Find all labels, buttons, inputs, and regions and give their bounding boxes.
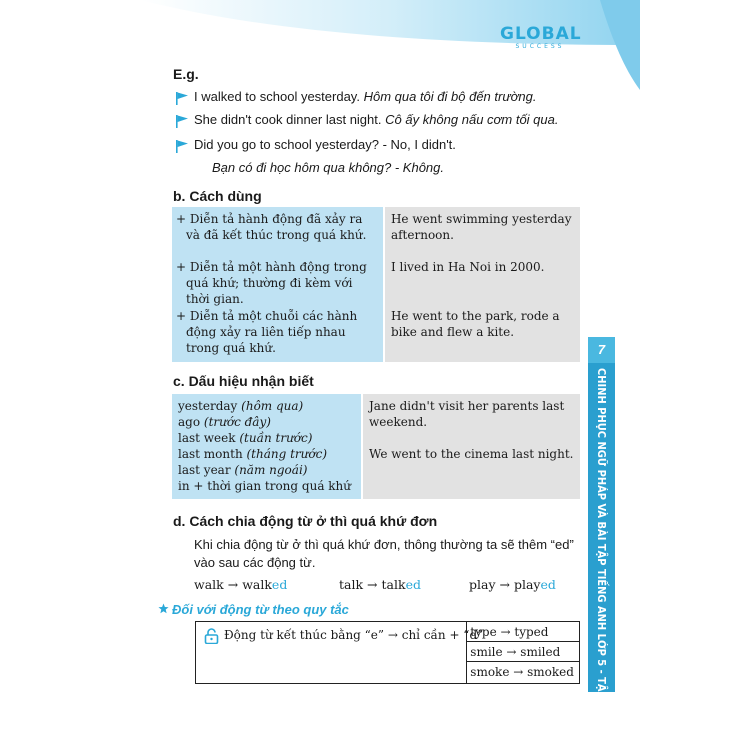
- signs-examples: [363, 394, 580, 499]
- verb-suffix: ed: [540, 577, 556, 592]
- usage-table: [172, 207, 580, 362]
- brand-main: GLOBAL: [500, 24, 582, 44]
- header-swoosh: [0, 0, 750, 90]
- unlock-icon: [204, 628, 219, 644]
- sign-vi: (hôm qua): [241, 399, 304, 413]
- flag-icon: [175, 114, 189, 128]
- sign-vi: (tháng trước): [246, 447, 328, 461]
- rule-examples: [467, 622, 579, 683]
- example-item: [194, 137, 456, 152]
- arrow-icon: →: [367, 577, 378, 592]
- example-vi: Cô ấy không nấu cơm tối qua.: [385, 112, 559, 127]
- example-vi: Hôm qua tôi đi bộ đến trường.: [363, 89, 537, 104]
- sign-en: last month: [178, 447, 243, 461]
- signs-list: [172, 394, 361, 499]
- sign-item: [178, 430, 355, 446]
- flag-icon: [175, 139, 189, 153]
- signs-title: c. Dấu hiệu nhận biết: [173, 373, 314, 389]
- brand-sub: SUCCESS: [515, 43, 565, 50]
- verb-stem: talk: [381, 577, 406, 592]
- sign-vi: (trước đây): [203, 415, 271, 429]
- usage-desc: + Diễn tả một chuỗi các hành động xảy ra liên tiếp nhau trong quá khứ.: [176, 309, 358, 355]
- example-item: [194, 112, 558, 127]
- usage-desc-column: [172, 207, 383, 362]
- verb-example: [194, 577, 287, 592]
- sign-en: ago: [178, 415, 201, 429]
- verb-suffix: ed: [271, 577, 288, 592]
- sign-item: [178, 398, 355, 414]
- rule-text: Động từ kết thúc bằng “e” → chỉ cần + “d”: [224, 628, 484, 642]
- book-title: CHINH PHỤC NGỮ PHÁP VÀ BÀI TẬP TIẾNG ANH LỚP 5 - TẬP 2: [595, 368, 608, 710]
- flag-icon: [175, 91, 189, 105]
- rule-example: type → typed: [467, 622, 579, 642]
- verb-example: [339, 577, 421, 592]
- verb-stem: walk: [242, 577, 272, 592]
- verb-base: talk: [339, 577, 364, 592]
- example-en: She didn't cook dinner last night.: [194, 112, 382, 127]
- sign-item: [178, 446, 355, 462]
- regular-verbs-label: Đối với động từ theo quy tắc: [172, 602, 349, 617]
- usage-desc: + Diễn tả hành động đã xảy ra và đã kết thúc trong quá khứ.: [176, 212, 367, 242]
- verb-base: walk: [194, 577, 224, 592]
- conjugation-body: Khi chia động từ ở thì quá khứ đơn, thông thường ta sẽ thêm “ed” vào sau các động từ.: [194, 537, 574, 570]
- sign-en: last week: [178, 431, 236, 445]
- rule-example: smile → smiled: [467, 642, 579, 662]
- example-en: Did you go to school yesterday? - No, I didn't.: [194, 137, 456, 152]
- sign-en: yesterday: [178, 399, 238, 413]
- regular-verbs-title: [172, 602, 349, 617]
- usage-title: b. Cách dùng: [173, 188, 262, 204]
- verb-example: [469, 577, 556, 592]
- sign-item: [178, 478, 355, 494]
- sign-en: last year: [178, 463, 231, 477]
- arrow-icon: →: [227, 577, 239, 592]
- example-en: I walked to school yesterday.: [194, 89, 360, 104]
- arrow-icon: →: [499, 577, 510, 592]
- usage-example: He went swimming yesterday afternoon.: [390, 212, 572, 242]
- usage-desc: + Diễn tả một hành động trong quá khứ; thường đi kèm với thời gian.: [176, 260, 367, 306]
- rule-box: [195, 621, 580, 684]
- brand-logo: [500, 25, 580, 51]
- sign-vi: (tuần trước): [239, 431, 313, 445]
- verb-stem: play: [513, 577, 541, 592]
- example-item: [194, 89, 537, 104]
- conjugation-title: d. Cách chia động từ ở thì quá khứ đơn: [173, 513, 438, 529]
- usage-example: I lived in Ha Noi in 2000.: [390, 260, 545, 274]
- sign-example: Jane didn't visit her parents last weekend.: [369, 399, 565, 429]
- verb-base: play: [469, 577, 496, 592]
- usage-example: He went to the park, rode a bike and flew a kite.: [390, 309, 560, 339]
- verb-suffix: ed: [405, 577, 421, 592]
- signs-table: [172, 394, 580, 499]
- sign-item: [178, 414, 355, 430]
- example-translation: Bạn có đi học hôm qua không? - Không.: [212, 160, 444, 175]
- sign-item: [178, 462, 355, 478]
- examples-label: E.g.: [173, 66, 199, 82]
- sign-en: in + thời gian trong quá khứ: [178, 479, 352, 493]
- rule-cell: [196, 622, 484, 683]
- sign-vi: (năm ngoái): [234, 463, 308, 477]
- rule-example: smoke → smoked: [470, 665, 574, 679]
- star-icon: [158, 603, 169, 614]
- usage-example-column: [385, 207, 580, 362]
- sign-example: We went to the cinema last night.: [369, 447, 574, 461]
- page-number: 7: [588, 337, 615, 363]
